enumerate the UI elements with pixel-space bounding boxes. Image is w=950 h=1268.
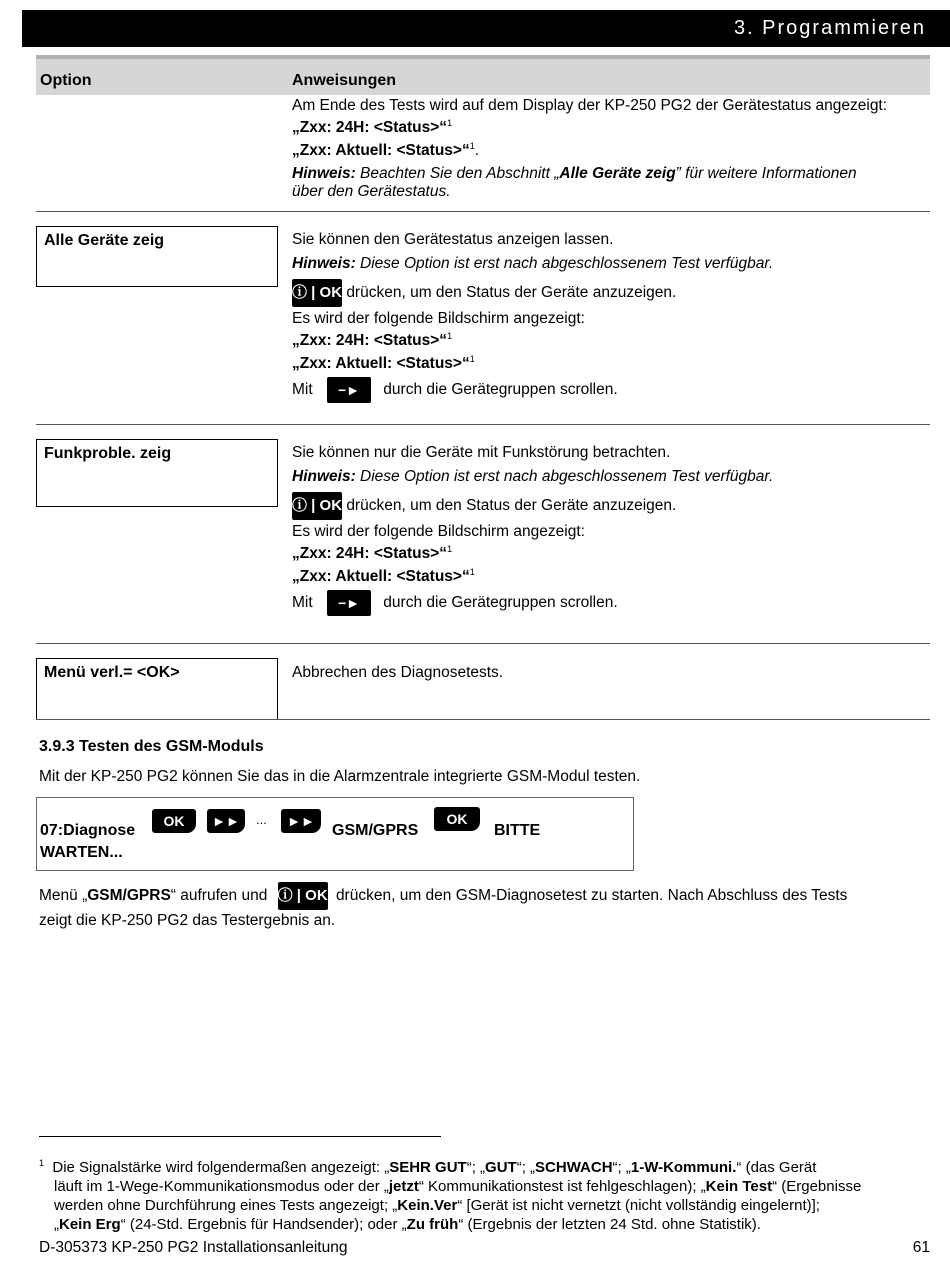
row0-instructions	[292, 97, 932, 201]
seq-start: 07:Diagnose	[40, 822, 136, 839]
gsm-paragraph	[39, 882, 939, 930]
col-instructions-header: Anweisungen	[292, 72, 397, 89]
row3-line1: Abbrechen des Diagnosetests.	[292, 664, 504, 681]
option-alle-geraete-zeig: Alle Geräte zeig	[36, 226, 278, 287]
footnote-separator	[39, 1136, 441, 1137]
page-number: 61	[912, 1239, 930, 1256]
ok-key-icon: OK	[152, 809, 196, 833]
row-divider	[36, 643, 930, 644]
row0-hint-cont: über den Gerätestatus.	[292, 183, 451, 200]
ellipsis: ...	[256, 812, 267, 827]
row1-hint: Hinweis: Diese Option ist erst nach abgeschlossenem Test verfügbar.	[292, 255, 774, 272]
row-divider	[36, 719, 930, 720]
row2-status2: „Zxx: Aktuell: <Status>“$^1$	[292, 567, 475, 585]
chapter-title: 3. Programmieren	[733, 17, 926, 39]
footnote-line4: „Kein Erg“ (24-Std. Ergebnis für Handsender); oder „Zu früh“ (Ergebnis der letzten 24 Std. ohne Statistik).	[54, 1216, 761, 1233]
row1-screen-text: Es wird der folgende Bildschirm angezeigt:	[292, 310, 585, 327]
arrow-key-icon: −►	[327, 377, 371, 403]
row2-instructions	[292, 444, 932, 616]
col-option-header: Option	[40, 72, 92, 89]
row2-press-line: ⓘ | OK drücken, um den Status der Geräte anzuzeigen.	[292, 492, 932, 520]
info-ok-key-icon: ⓘ | OK	[292, 492, 342, 520]
row2-hint: Hinweis: Diese Option ist erst nach abgeschlossenem Test verfügbar.	[292, 468, 774, 485]
row1-status2: „Zxx: Aktuell: <Status>“$^1$	[292, 354, 475, 372]
row1-instructions	[292, 231, 932, 403]
row0-status2: „Zxx: Aktuell: <Status>“$^1$.	[292, 141, 480, 159]
row0-line1: Am Ende des Tests wird auf dem Display der KP-250 PG2 der Gerätestatus angezeigt:	[292, 97, 888, 114]
arrow-key-icon: −►	[327, 590, 371, 616]
table-header	[36, 55, 930, 95]
row1-status1: „Zxx: 24H: <Status>“$^1$	[292, 331, 453, 349]
row2-line1: Sie können nur die Geräte mit Funkstörung betrachten.	[292, 444, 671, 461]
row0-status1: „Zxx: 24H: <Status>“$^1$	[292, 118, 453, 136]
info-ok-key-icon: ⓘ | OK	[292, 279, 342, 307]
gsm-sequence-box	[36, 797, 634, 871]
seq-gsm: GSM/GPRS	[332, 822, 419, 839]
info-ok-key-icon: ⓘ | OK	[278, 882, 328, 910]
seq-warten: WARTEN...	[40, 844, 123, 861]
row1-line1: Sie können den Gerätestatus anzeigen lassen.	[292, 231, 614, 248]
gsm-para-line2: zeigt die KP-250 PG2 das Testergebnis an.	[39, 912, 336, 929]
section-heading: 3.9.3 Testen des GSM-Moduls	[39, 738, 264, 755]
footnote	[39, 1154, 930, 1234]
row-divider	[36, 211, 930, 212]
footnote-line1: $^1$ Die Signalstärke wird folgendermaßen angezeigt: „SEHR GUT“; „GUT“; „SCHWACH“; „1-W-Kommuni.“ (das Gerät	[39, 1158, 817, 1176]
row2-status1: „Zxx: 24H: <Status>“$^1$	[292, 544, 453, 562]
footer-doc-title: D-305373 KP-250 PG2 Installationsanleitung	[39, 1239, 348, 1256]
row2-scroll-line: Mit −► durch die Gerätegruppen scrollen.	[292, 590, 932, 616]
row1-press-line: ⓘ | OK drücken, um den Status der Geräte anzuzeigen.	[292, 279, 932, 307]
fast-forward-key-icon: ►►	[207, 809, 245, 833]
section-intro: Mit der KP-250 PG2 können Sie das in die Alarmzentrale integrierte GSM-Modul testen.	[39, 768, 641, 785]
ok-key-icon: OK	[434, 807, 480, 831]
option-menue-verlassen: Menü verl.= <OK>	[36, 658, 278, 720]
seq-bitte: BITTE	[494, 822, 541, 839]
fast-forward-key-icon: ►►	[281, 809, 321, 833]
option-funkproble-zeig: Funkproble. zeig	[36, 439, 278, 507]
row-divider	[36, 424, 930, 425]
row0-hint: Hinweis: Beachten Sie den Abschnitt „Alle Geräte zeig” für weitere Informationen	[292, 165, 857, 182]
header-bar	[22, 10, 950, 47]
footnote-line3: werden ohne Durchführung eines Tests angezeigt; „Kein.Ver“ [Gerät ist nicht vernetzt (nicht vollständig eingelernt)];	[54, 1197, 820, 1214]
row2-screen-text: Es wird der folgende Bildschirm angezeigt:	[292, 523, 585, 540]
row1-scroll-line: Mit −► durch die Gerätegruppen scrollen.	[292, 377, 932, 403]
gsm-para-line1: Menü „GSM/GPRS“ aufrufen und ⓘ | OK drücken, um den GSM-Diagnosetest zu starten. Nach Abschluss des Tests	[39, 882, 939, 910]
footnote-line2: läuft im 1-Wege-Kommunikationsmodus oder der „jetzt“ Kommunikationstest ist fehlgeschlagen); „Kein Test“ (Ergebnisse	[54, 1178, 862, 1195]
